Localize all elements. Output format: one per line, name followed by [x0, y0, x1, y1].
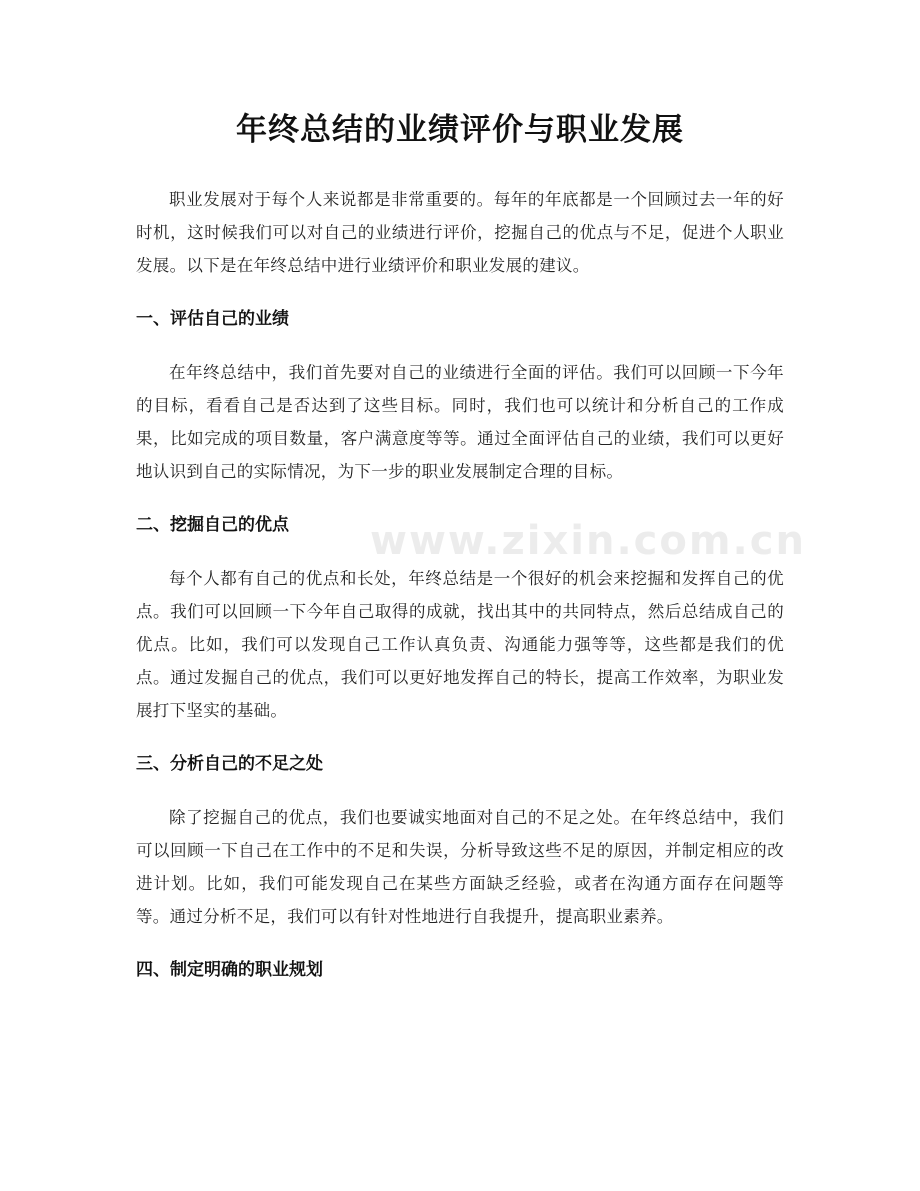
intro-paragraph: 职业发展对于每个人来说都是非常重要的。每年的年底都是一个回顾过去一年的好时机，这时候我们可以对自己的业绩进行评价，挖掘自己的优点与不足，促进个人职业发展。以下是在年终总结中进行业绩评价和职业发展的建议。 [136, 190, 784, 275]
section-paragraph-2: 每个人都有自己的优点和长处，年终总结是一个很好的机会来挖掘和发挥自己的优点。我们可以回顾一下今年自己取得的成就，找出其中的共同特点，然后总结成自己的优点。比如，我们可以发现自己工作认真负责、沟通能力强等等，这些都是我们的优点。通过发掘自己的优点，我们可以更好地发挥自己的特长，提高工作效率，为职业发展打下坚实的基础。 [136, 569, 784, 720]
section-paragraph-3: 除了挖掘自己的优点，我们也要诚实地面对自己的不足之处。在年终总结中，我们可以回顾一下自己在工作中的不足和失误，分析导致这些不足的原因，并制定相应的改进计划。比如，我们可能发现自己在某些方面缺乏经验，或者在沟通方面存在问题等等。通过分析不足，我们可以有针对性地进行自我提升，提高职业素养。 [136, 808, 784, 926]
document-body [136, 183, 784, 1007]
watermark: www.zixin.com.cn [370, 518, 806, 564]
section-heading-4: 四、制定明确的职业规划 [136, 960, 323, 980]
section-heading-2: 二、挖掘自己的优点 [136, 515, 289, 535]
section-heading-3: 三、分析自己的不足之处 [136, 754, 323, 774]
section-paragraph-1: 在年终总结中，我们首先要对自己的业绩进行全面的评估。我们可以回顾一下今年的目标，看看自己是否达到了这些目标。同时，我们也可以统计和分析自己的工作成果，比如完成的项目数量，客户满意度等等。通过全面评估自己的业绩，我们可以更好地认识到自己的实际情况，为下一步的职业发展制定合理的目标。 [136, 363, 784, 481]
document-title: 年终总结的业绩评价与职业发展 [236, 112, 684, 148]
section-heading-1: 一、评估自己的业绩 [136, 309, 289, 329]
